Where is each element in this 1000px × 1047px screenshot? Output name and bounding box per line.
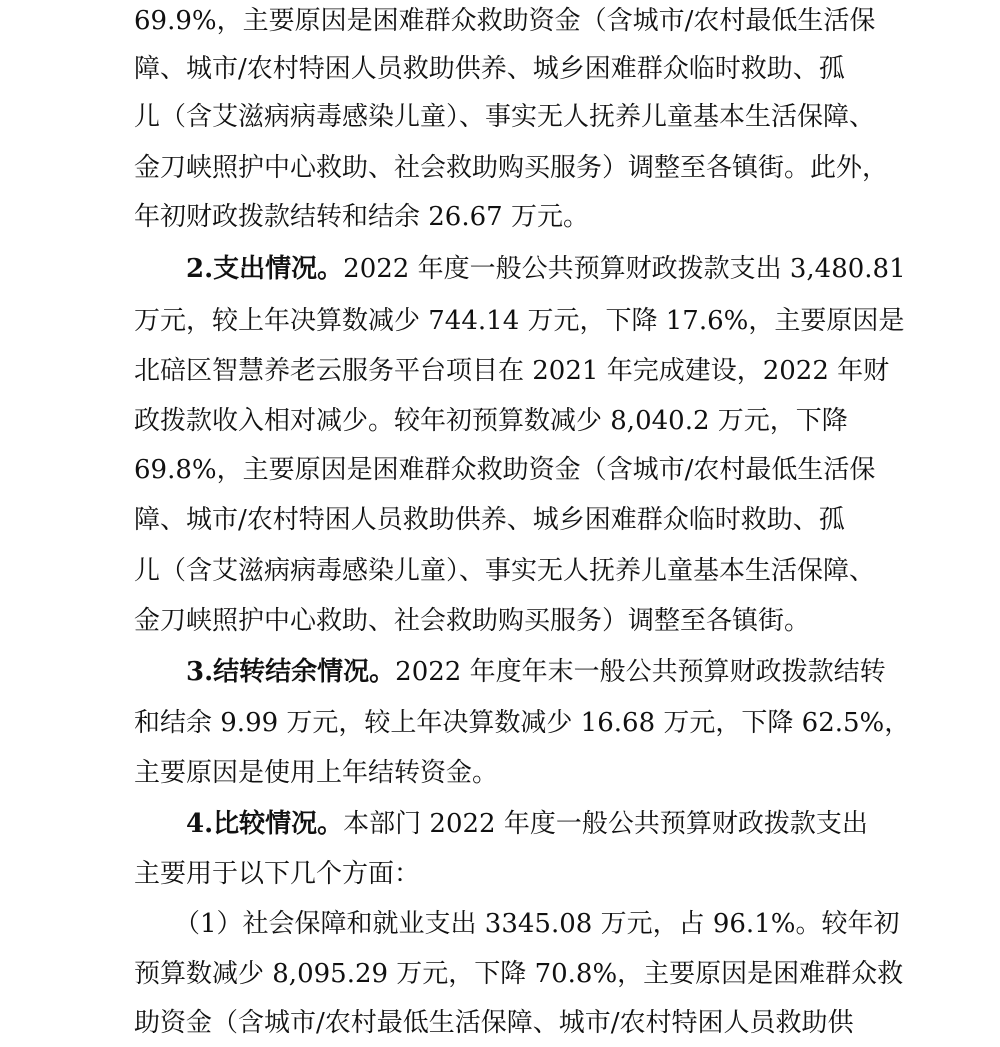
section-4-line-1-text: 本部门 2022 年度一般公共预算财政拨款支出 [343,809,868,839]
paragraph-1-line-2: 障、城市/农村特困人员救助供养、城乡困难群众临时救助、孤 [134,54,845,84]
section-2-line-7: 儿（含艾滋病病毒感染儿童）、事实无人抚养儿童基本生活保障、 [134,556,876,586]
section-2-line-8: 金刀峡照护中心救助、社会救助购买服务）调整至各镇街。 [134,606,811,636]
section-3-line-2: 和结余 9.99 万元，较上年决算数减少 16.68 万元，下降 62.5%， [134,708,911,738]
section-3-line-1-text: 2022 年度年末一般公共预算财政拨款结转 [395,657,886,687]
section-4-item-1-line-3: 助资金（含城市/农村最低生活保障、城市/农村特困人员救助供 [134,1008,854,1038]
section-3-line-1 [0,648,1000,696]
paragraph-1-line-4: 金刀峡照护中心救助、社会救助购买服务）调整至各镇街。此外， [134,153,889,183]
section-4-item-1-line-1: （1）社会保障和就业支出 3345.08 万元，占 96.1%。较年初 [174,909,900,939]
section-2-line-1-text: 2022 年度一般公共预算财政拨款支出 3,480.81 [343,254,906,284]
section-2-line-4: 政拨款收入相对减少。较年初预算数减少 8,040.2 万元，下降 [134,406,848,436]
section-2-heading: 2.支出情况。 [186,254,344,284]
paragraph-1-line-5: 年初财政拨款结转和结余 26.67 万元。 [134,202,589,232]
section-4-heading: 4.比较情况。 [186,809,344,839]
section-2-line-3: 北碚区智慧养老云服务平台项目在 2021 年完成建设，2022 年财 [134,356,890,386]
paragraph-1-line-3: 儿（含艾滋病病毒感染儿童）、事实无人抚养儿童基本生活保障、 [134,102,876,132]
section-2-line-2: 万元，较上年决算数减少 744.14 万元，下降 17.6%，主要原因是 [134,306,905,336]
section-4-line-2: 主要用于以下几个方面： [134,859,421,889]
section-2-line-1 [0,245,1000,293]
section-2-line-5: 69.8%，主要原因是困难群众救助资金（含城市/农村最低生活保 [134,455,876,485]
section-3-heading: 3.结转结余情况。 [186,657,396,687]
section-2-line-6: 障、城市/农村特困人员救助供养、城乡困难群众临时救助、孤 [134,505,845,535]
section-4-item-1-line-2: 预算数减少 8,095.29 万元，下降 70.8%，主要原因是困难群众救 [134,959,904,989]
paragraph-1-line-1: 69.9%，主要原因是困难群众救助资金（含城市/农村最低生活保 [134,6,876,36]
section-3-line-3: 主要原因是使用上年结转资金。 [134,758,499,788]
section-4-line-1 [0,800,1000,848]
